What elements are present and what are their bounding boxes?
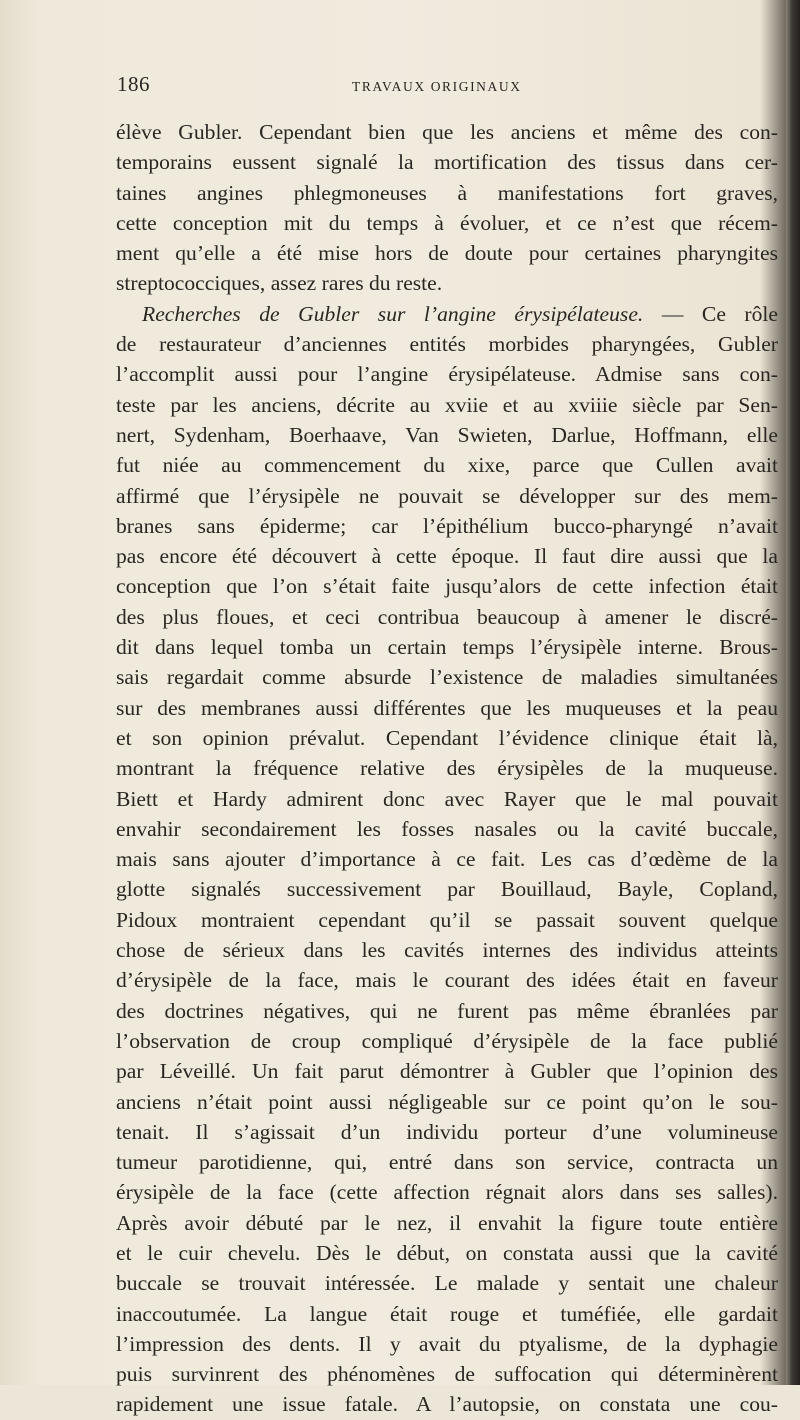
text-line: teste par les anciens, décrite au xviie et au xviiie siècle par Sen- [116, 392, 778, 417]
text-line: puis survinrent des phénomènes de suffocation qui déterminèrent [116, 1362, 778, 1387]
text-line: envahir secondairement les fosses nasales ou la cavité buccale, [116, 816, 778, 841]
text-line: taines angines phlegmoneuses à manifestations fort graves, [116, 180, 778, 205]
text-line: glotte signalés successivement par Bouillaud, Bayle, Copland, [116, 877, 778, 902]
text-line: l’accomplit aussi pour l’angine érysipélateuse. Admise sans con- [116, 362, 778, 387]
page-header [0, 72, 780, 102]
text-line: affirmé que l’érysipèle ne pouvait se développer sur des mem- [116, 483, 778, 508]
text-line: et son opinion prévalut. Cependant l’évidence clinique était là, [116, 725, 778, 750]
text-line: sais regardait comme absurde l’existence de maladies simultanées [116, 665, 778, 690]
text-line: conception que l’on s’était faite jusqu’alors de cette infection était [116, 574, 778, 599]
text-line: dit dans lequel tomba un certain temps l’érysipèle interne. Brous- [116, 635, 778, 660]
running-title: TRAVAUX ORIGINAUX [352, 79, 522, 94]
text-line: d’érysipèle de la face, mais le courant des idées était en faveur [116, 968, 778, 993]
text-line: et le cuir chevelu. Dès le début, on constata aussi que la cavité [116, 1240, 778, 1265]
text-line: mais sans ajouter d’importance à ce fait. Les cas d’œdème de la [116, 847, 778, 872]
text-line: sur des membranes aussi différentes que les muqueuses et la peau [116, 695, 778, 720]
text-line: Après avoir débuté par le nez, il envahit la figure toute entière [116, 1210, 778, 1235]
text-line: l’impression des dents. Il y avait du ptyalisme, de la dyphagie [116, 1331, 778, 1356]
text-line: tumeur parotidienne, qui, entré dans son service, contracta un [116, 1150, 778, 1175]
text-line: tenait. Il s’agissait d’un individu porteur d’une volumineuse [116, 1119, 778, 1144]
text-line: streptococciques, assez rares du reste. [116, 271, 443, 296]
text-line: Biett et Hardy admirent donc avec Rayer que le mal pouvait [116, 786, 778, 811]
text-line: fut niée au commencement du xixe, parce que Cullen avait [116, 453, 778, 478]
text-line: l’observation de croup compliqué d’érysipèle de la face publié [116, 1028, 778, 1053]
text-line: temporains eussent signalé la mortification des tissus dans cer- [116, 150, 778, 175]
text-line: chose de sérieux dans les cavités internes des individus atteints [116, 938, 778, 963]
text-line: Pidoux montraient cependant qu’il se passait souvent quelque [116, 907, 778, 932]
text-line: des plus floues, et ceci contribua beaucoup à amener le discré- [116, 604, 778, 629]
text-line: montrant la fréquence relative des érysipèles de la muqueuse. [116, 756, 778, 781]
section-heading-line [116, 299, 778, 329]
text-line: rapidement une issue fatale. A l’autopsie, on constata une cou- [116, 1392, 778, 1417]
page-edge-shadow [786, 0, 800, 1385]
text-line: cette conception mit du temps à évoluer, et ce n’est que récem- [116, 210, 778, 235]
text-line: des doctrines négatives, qui ne furent pas même ébranlées par [116, 998, 778, 1023]
text-line: pas encore été découvert à cette époque. Il faut dire aussi que la [116, 544, 778, 569]
text-line: inaccoutumée. La langue était rouge et tuméfiée, elle gardait [116, 1301, 778, 1326]
text-line: élève Gubler. Cependant bien que les anciens et même des con- [116, 120, 778, 144]
section-heading-continuation: — Ce rôle [643, 301, 778, 326]
text-line: buccale se trouvait intéressée. Le malade y sentait une chaleur [116, 1271, 778, 1296]
text-line: érysipèle de la face (cette affection régnait alors dans ses salles). [116, 1180, 778, 1205]
text-line: anciens n’était point aussi négligeable sur ce point qu’on le sou- [116, 1089, 778, 1114]
text-line: ment qu’elle a été mise hors de doute pour certaines pharyngites [116, 241, 778, 266]
page-number: 186 [117, 72, 150, 96]
text-line: de restaurateur d’anciennes entités morbides pharyngées, Gubler [116, 332, 778, 357]
text-line: par Léveillé. Un fait parut démontrer à Gubler que l’opinion des [116, 1059, 778, 1084]
text-line: branes sans épiderme; car l’épithélium bucco-pharyngé n’avait [116, 513, 778, 538]
text-line: nert, Sydenham, Boerhaave, Van Swieten, Darlue, Hoffmann, elle [116, 422, 778, 447]
body-text [116, 117, 778, 1420]
section-heading: Recherches de Gubler sur l’angine érysipélateuse. [142, 301, 644, 326]
